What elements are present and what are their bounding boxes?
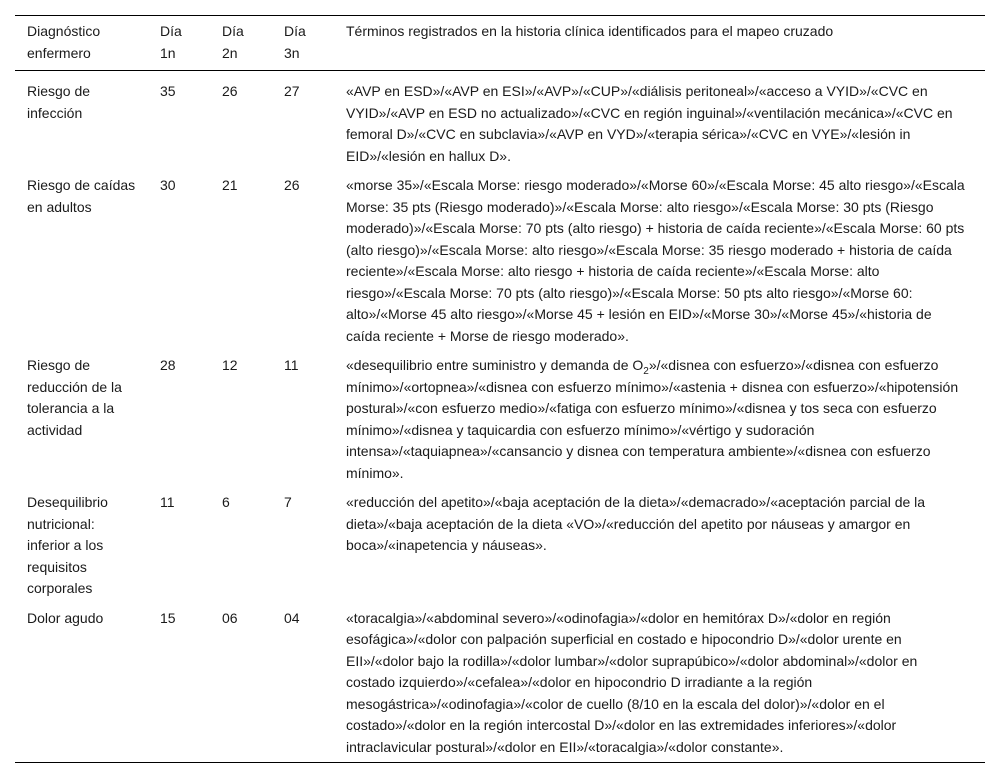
table-row xyxy=(15,351,985,488)
terms-cell: «morse 35»/«Escala Morse: riesgo moderado»/«Morse 60»/«Escala Morse: 45 alto riesgo»/«Escala Morse: 35 pts (Riesgo moderado)»/«Escala Morse: alto riesgo»/«Escala Morse: 30 pts (Riesgo moderado)»/«Escala Morse: 70 pts (alto riesgo) + historia de caída reciente»/«Escala Morse: 60 pts (alto riesgo)»/«Escala Morse: alto riesgo»/«Escala Morse: 35 riesgo moderado + historia de caída reciente»/«Escala Morse: alto riesgo + historia de caída reciente»/«Escala Morse: alto riesgo»/«Escala Morse: 70 pts (alto riesgo)»/«Escala Morse: 50 pts alto riesgo»/«Morse 60: alto»/«Morse 45 alto riesgo»/«Morse 45 + lesión en EID»/«Morse 30»/«Morse 45»/«historia de caída reciente + Morse de riesgo moderado». xyxy=(346,177,965,344)
day-2-cell: 12 xyxy=(222,357,238,373)
table-row xyxy=(15,71,985,172)
day-3-cell: 27 xyxy=(284,83,300,99)
day-2-cell: 21 xyxy=(222,177,238,193)
header-day-2: Día 2n xyxy=(222,23,244,61)
header-terms: Términos registrados en la historia clínica identificados para el mapeo cruzado xyxy=(346,23,834,39)
terms-cell: «AVP en ESD»/«AVP en ESI»/«AVP»/«CUP»/«diálisis peritoneal»/«acceso a VYID»/«CVC en VYID»/«AVP en ESD no actualizado»/«CVC en región inguinal»/«ventilación mecánica»/«CVC en femoral D»/«CVC en subclavia»/«AVP en VYD»/«terapia sérica»/«CVC en VYE»/«lesión in EID»/«lesión en hallux D». xyxy=(346,83,953,164)
diagnosis-cell: Riesgo de reducción de la tolerancia a la actividad xyxy=(27,357,122,438)
terms-cell: «toracalgia»/«abdominal severo»/«odinofagia»/«dolor en hemitórax D»/«dolor en región esofágica»/«dolor con palpación superficial en costado e hipocondrio D»/«dolor urente en EII»/«dolor bajo la rodilla»/«dolor lumbar»/«dolor suprapúbico»/«dolor abdominal»/«dolor en costado izquierdo»/«cefalea»/«dolor en hipocondrio D irradiante a la región mesogástrica»/«odinofagia»/«color de cuello (8/10 en la escala del dolor)»/«dolor en el costado»/«dolor en la región intercostal D»/«dolor en las extremidades inferiores»/«dolor intraclavicular postural»/«dolor en EII»/«toracalgia»/«dolor constante». xyxy=(346,609,918,755)
diagnosis-cell: Dolor agudo xyxy=(27,609,104,626)
day-1-cell: 15 xyxy=(160,609,176,626)
day-1-cell: 35 xyxy=(160,83,176,99)
table-row xyxy=(15,171,985,351)
terms-cell xyxy=(334,351,985,488)
diagnosis-cell: Riesgo de infección xyxy=(27,83,91,121)
day-3-cell: 04 xyxy=(284,609,300,626)
day-2-cell: 26 xyxy=(222,83,238,99)
nursing-diagnosis-table xyxy=(15,15,985,763)
day-3-cell: 26 xyxy=(284,177,300,193)
table-row xyxy=(15,488,985,604)
terms-text-start: «desequilibrio entre suministro y demanda de O xyxy=(346,357,644,373)
terms-text-rest: »/«disnea con esfuerzo»/«disnea con esfuerzo mínimo»/«ortopnea»/«disnea con esfuerzo mínimo»/«astenia + disnea con esfuerzo»/«hipotensión postural»/«con esfuerzo medio»/«fatiga con esfuerzo mínimo»/«disnea y tos seca con esfuerzo mínimo»/«disnea y taquicardia con esfuerzo mínimo»/«vértigo y sudoración intensa»/«taquiapnea»/«cansancio y disnea con temperatura ambiente»/«disnea con esfuerzo mínimo». xyxy=(346,357,959,481)
day-1-cell: 11 xyxy=(160,494,175,510)
day-2-cell: 6 xyxy=(222,494,230,510)
diagnosis-cell: Riesgo de caídas en adultos xyxy=(27,177,136,215)
day-3-cell: 11 xyxy=(284,357,299,373)
table-header-row xyxy=(15,16,985,71)
subscript-2: 2 xyxy=(643,365,649,377)
day-1-cell: 28 xyxy=(160,357,176,373)
terms-cell: «reducción del apetito»/«baja aceptación de la dieta»/«demacrado»/«aceptación parcial de la dieta»/«baja aceptación de la dieta «VO»/«reducción del apetito por náuseas y amargor en boca»/«inapetencia y náuseas». xyxy=(346,494,926,553)
diagnosis-cell: Desequilibrio nutricional: inferior a los requisitos corporales xyxy=(27,494,108,596)
header-diagnosis: Diagnóstico enfermero xyxy=(27,23,101,61)
table-row xyxy=(15,604,985,763)
header-day-1: Día 1n xyxy=(160,23,182,61)
day-1-cell: 30 xyxy=(160,177,176,193)
day-3-cell: 7 xyxy=(284,494,292,510)
header-day-3: Día 3n xyxy=(284,23,306,61)
day-2-cell: 06 xyxy=(222,609,238,626)
